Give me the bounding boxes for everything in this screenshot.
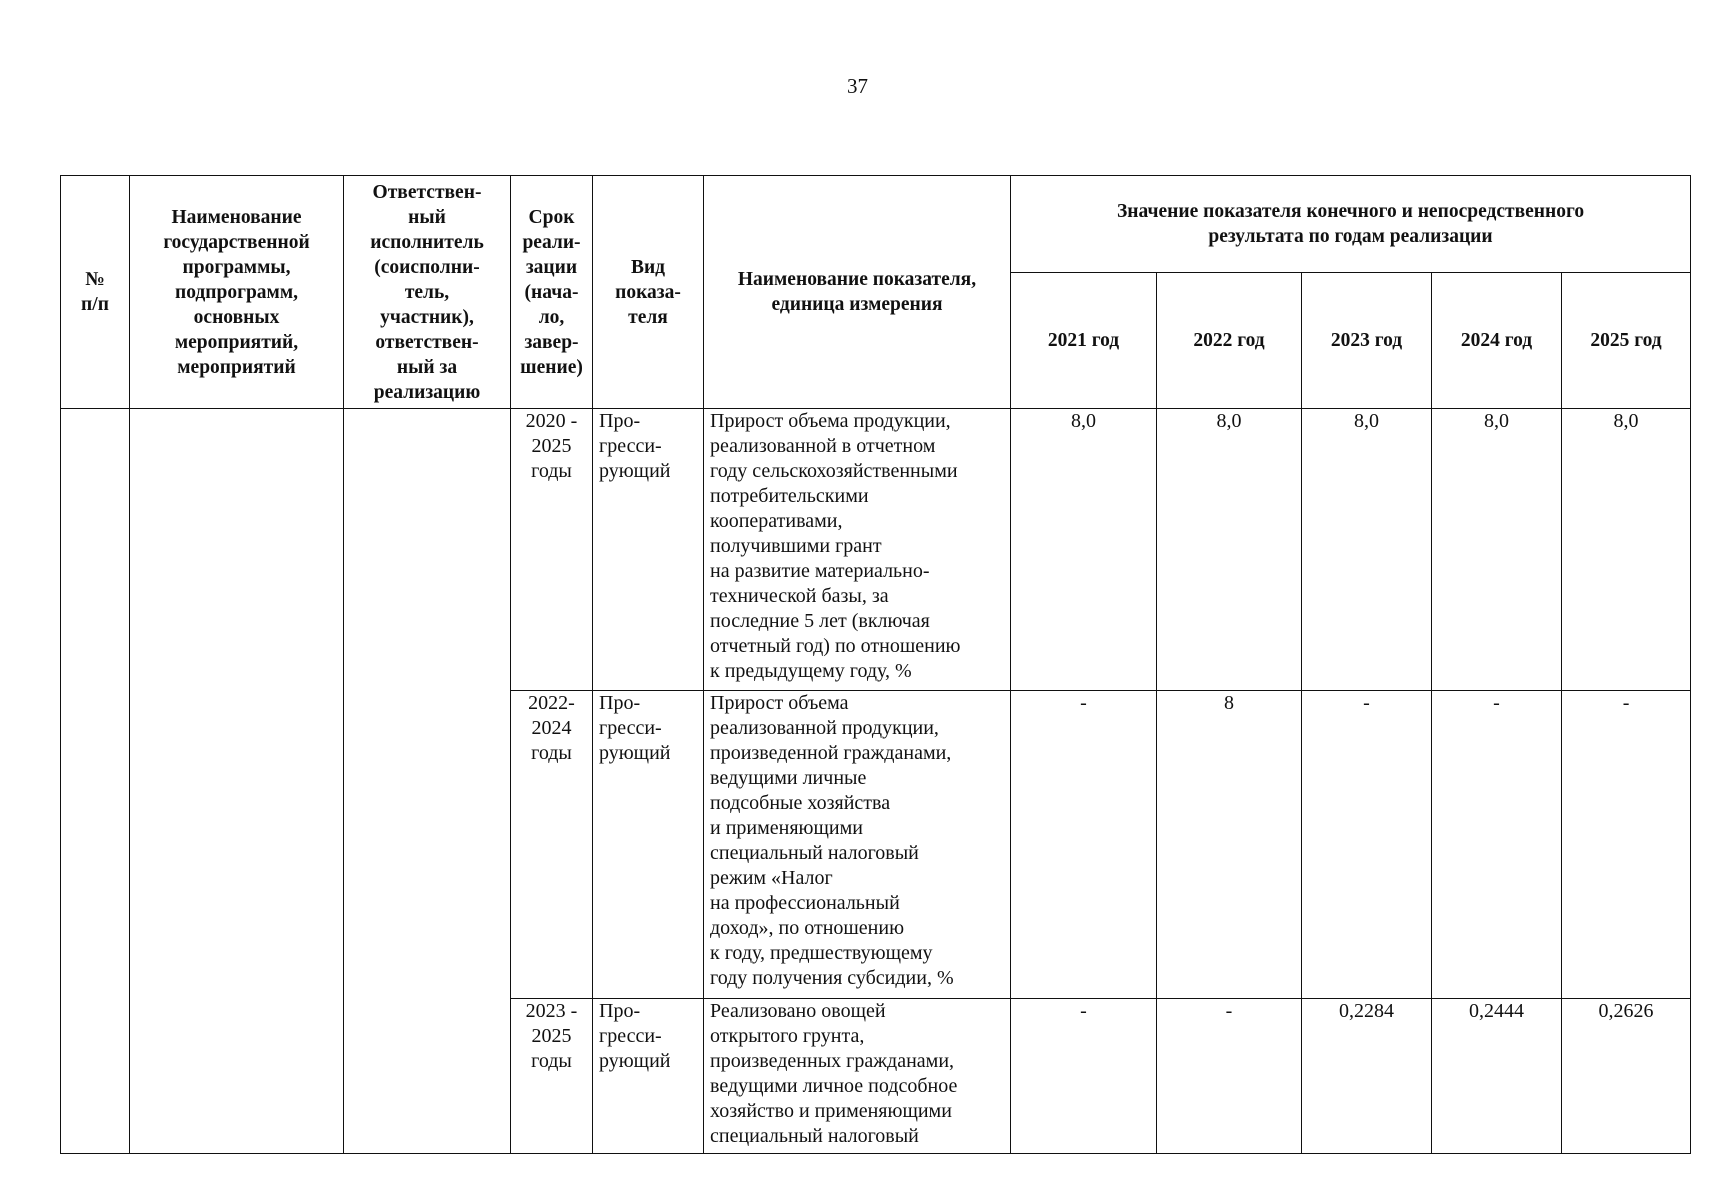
header-num: № п/п <box>61 176 130 409</box>
period-cell: 2023 - 2025 годы <box>511 999 593 1154</box>
header-year-2023: 2023 год <box>1302 273 1432 409</box>
indicators-table <box>60 175 1691 1154</box>
header-kind: Вид показа- теля <box>593 176 704 409</box>
num-cell <box>61 409 130 1154</box>
page-number: 37 <box>847 74 868 98</box>
value-2023: 0,2284 <box>1302 999 1432 1154</box>
kind-cell: Про- гресси- рующий <box>593 409 704 691</box>
program-cell <box>130 409 344 1154</box>
header-values-group: Значение показателя конечного и непосредственного результата по годам реализации <box>1011 176 1691 273</box>
value-2024: 8,0 <box>1432 409 1562 691</box>
value-2022: 8 <box>1157 691 1302 999</box>
value-2022: - <box>1157 999 1302 1154</box>
header-executor: Ответствен- ный исполнитель (соисполни- тель, участник), ответствен- ный за реализацию <box>344 176 511 409</box>
value-2025: - <box>1562 691 1691 999</box>
value-2021: 8,0 <box>1011 409 1157 691</box>
period-cell: 2022- 2024 годы <box>511 691 593 999</box>
header-indicator: Наименование показателя, единица измерения <box>704 176 1011 409</box>
value-2024: - <box>1432 691 1562 999</box>
value-2023: - <box>1302 691 1432 999</box>
table-row <box>61 409 1691 691</box>
kind-cell: Про- гресси- рующий <box>593 999 704 1154</box>
kind-cell: Про- гресси- рующий <box>593 691 704 999</box>
value-2021: - <box>1011 691 1157 999</box>
header-year-2025: 2025 год <box>1562 273 1691 409</box>
header-program: Наименование государственной программы, подпрограмм, основных мероприятий, мероприятий <box>130 176 344 409</box>
value-2023: 8,0 <box>1302 409 1432 691</box>
indicator-cell: Прирост объема реализованной продукции, произведенной гражданами, ведущими личные подсобные хозяйства и применяющими специальный налоговый режим «Налог на профессиональный доход», по отношению к году, предшествующему году получения субсидии, % <box>704 691 1011 999</box>
value-2022: 8,0 <box>1157 409 1302 691</box>
header-period: Срок реали- зации (нача- ло, завер- шение) <box>511 176 593 409</box>
indicator-cell: Реализовано овощей открытого грунта, произведенных гражданами, ведущими личное подсобное хозяйство и применяющими специальный налоговый <box>704 999 1011 1154</box>
value-2025: 8,0 <box>1562 409 1691 691</box>
header-year-2022: 2022 год <box>1157 273 1302 409</box>
indicator-cell: Прирост объема продукции, реализованной в отчетном году сельскохозяйственными потребительскими кооперативами, получившими грант на развитие материально- технической базы, за последние 5 лет (включая отчетный год) по отношению к предыдущему году, % <box>704 409 1011 691</box>
period-cell: 2020 - 2025 годы <box>511 409 593 691</box>
executor-cell <box>344 409 511 1154</box>
header-year-2024: 2024 год <box>1432 273 1562 409</box>
header-year-2021: 2021 год <box>1011 273 1157 409</box>
value-2024: 0,2444 <box>1432 999 1562 1154</box>
value-2021: - <box>1011 999 1157 1154</box>
value-2025: 0,2626 <box>1562 999 1691 1154</box>
header-row-1 <box>61 176 1691 273</box>
